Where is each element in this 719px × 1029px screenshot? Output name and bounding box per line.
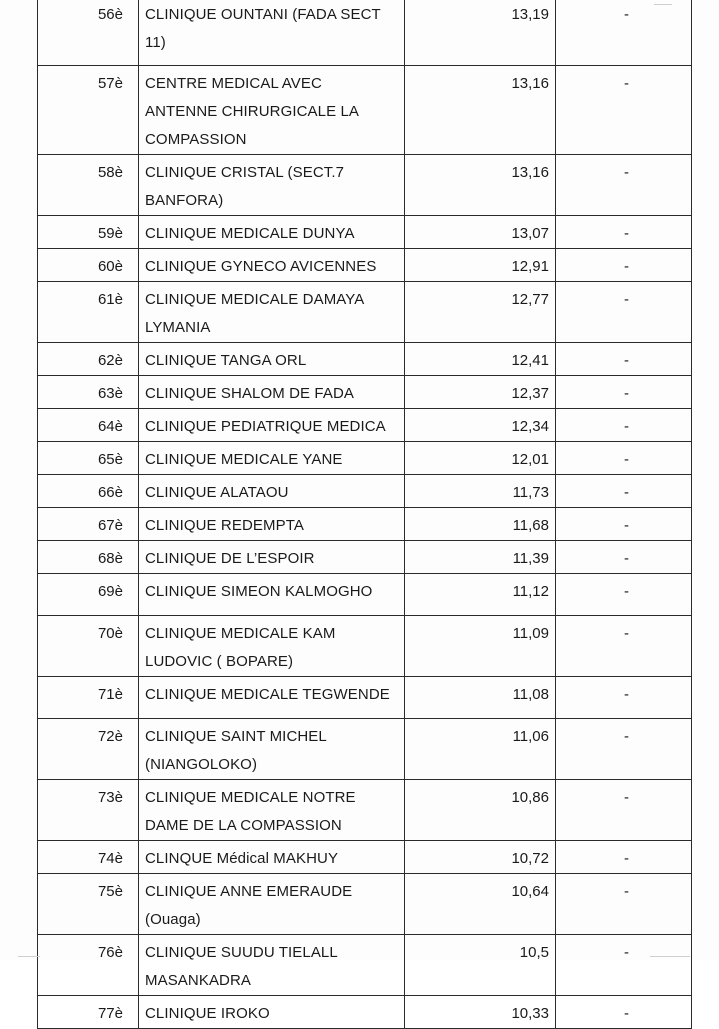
clinic-name-cell (139, 616, 405, 677)
clinic-name-cell (139, 475, 405, 508)
clinic-name-cell (139, 0, 405, 66)
clinic-name-line: CLINIQUE CRISTAL (SECT.7 (145, 164, 345, 181)
table-row (38, 935, 692, 996)
extra-cell: - (556, 508, 692, 541)
rank-cell: 73è (38, 780, 139, 841)
score-cell: 10,72 (405, 841, 556, 874)
clinic-name-cell (139, 249, 405, 282)
rank-cell: 70è (38, 616, 139, 677)
score-cell: 12,01 (405, 442, 556, 475)
rank-cell: 63è (38, 376, 139, 409)
table-row (38, 719, 692, 780)
table-row (38, 574, 692, 616)
extra-cell: - (556, 66, 692, 155)
score-cell: 13,19 (405, 0, 556, 66)
page-edge-mark-top-right (654, 4, 672, 5)
rank-cell: 65è (38, 442, 139, 475)
extra-cell: - (556, 574, 692, 616)
clinic-name-line: BANFORA) (145, 192, 224, 209)
table-row (38, 442, 692, 475)
clinic-name-line: (Ouaga) (145, 911, 201, 928)
table-row (38, 841, 692, 874)
clinic-name-line: CLINIQUE GYNECO AVICENNES (145, 258, 377, 275)
clinic-name-line: CLINIQUE REDEMPTA (145, 517, 304, 534)
clinic-name-cell (139, 677, 405, 719)
clinic-name-line: CLINIQUE MEDICALE DAMAYA (145, 291, 365, 308)
rank-cell: 67è (38, 508, 139, 541)
extra-cell: - (556, 376, 692, 409)
table-row (38, 874, 692, 935)
clinic-name-line: CLINIQUE SIMEON KALMOGHO (145, 583, 373, 600)
table-row (38, 249, 692, 282)
clinic-name-cell (139, 343, 405, 376)
score-cell: 11,73 (405, 475, 556, 508)
rank-cell: 61è (38, 282, 139, 343)
clinic-name-cell (139, 376, 405, 409)
clinic-name-cell (139, 442, 405, 475)
clinic-name-line: ANTENNE CHIRURGICALE LA (145, 103, 360, 120)
score-cell: 12,34 (405, 409, 556, 442)
clinic-name-cell (139, 155, 405, 216)
clinic-name-line: CENTRE MEDICAL AVEC (145, 75, 322, 92)
table-row (38, 409, 692, 442)
table-row (38, 780, 692, 841)
page-edge-mark-left (18, 956, 40, 957)
table-row (38, 155, 692, 216)
score-cell: 11,68 (405, 508, 556, 541)
clinic-name-line: CLINIQUE ANNE EMERAUDE (145, 883, 353, 900)
extra-cell: - (556, 874, 692, 935)
rank-cell: 62è (38, 343, 139, 376)
table-row (38, 0, 692, 66)
table-row (38, 541, 692, 574)
clinic-ranking-table (37, 0, 692, 1029)
score-cell: 10,64 (405, 874, 556, 935)
rank-cell: 68è (38, 541, 139, 574)
clinic-name-line: CLINIQUE DE L’ESPOIR (145, 550, 315, 567)
score-cell: 12,91 (405, 249, 556, 282)
clinic-name-cell (139, 574, 405, 616)
clinic-name-line: LYMANIA (145, 319, 211, 336)
extra-cell: - (556, 0, 692, 66)
score-cell: 10,5 (405, 935, 556, 996)
clinic-name-line: DAME DE LA COMPASSION (145, 817, 342, 834)
rank-cell: 60è (38, 249, 139, 282)
clinic-name-line: CLINIQUE OUNTANI (FADA SECT (145, 6, 381, 23)
clinic-name-line: CLINIQUE SAINT MICHEL (145, 728, 327, 745)
clinic-name-line: CLINIQUE PEDIATRIQUE MEDICA (145, 418, 386, 435)
score-cell: 10,33 (405, 996, 556, 1029)
score-cell: 13,16 (405, 66, 556, 155)
score-cell: 11,06 (405, 719, 556, 780)
extra-cell: - (556, 475, 692, 508)
rank-cell: 76è (38, 935, 139, 996)
rank-cell: 77è (38, 996, 139, 1029)
clinic-name-line: CLINIQUE MEDICALE KAM (145, 625, 336, 642)
table-row (38, 343, 692, 376)
clinic-name-cell (139, 508, 405, 541)
score-cell: 11,12 (405, 574, 556, 616)
clinic-name-line: (NIANGOLOKO) (145, 756, 258, 773)
clinic-name-line: CLINIQUE TANGA ORL (145, 352, 307, 369)
extra-cell: - (556, 935, 692, 996)
score-cell: 11,09 (405, 616, 556, 677)
table-row (38, 616, 692, 677)
clinic-name-line: CLINIQUE MEDICALE YANE (145, 451, 343, 468)
clinic-name-cell (139, 996, 405, 1029)
clinic-name-line: COMPASSION (145, 131, 247, 148)
rank-cell: 71è (38, 677, 139, 719)
clinic-name-line: CLINIQUE MEDICALE TEGWENDE (145, 686, 390, 703)
rank-cell: 56è (38, 0, 139, 66)
extra-cell: - (556, 343, 692, 376)
rank-cell: 72è (38, 719, 139, 780)
extra-cell: - (556, 282, 692, 343)
extra-cell: - (556, 216, 692, 249)
clinic-name-cell (139, 541, 405, 574)
clinic-name-line: CLINIQUE ALATAOU (145, 484, 289, 501)
rank-cell: 58è (38, 155, 139, 216)
clinic-name-line: CLINIQUE MEDICALE DUNYA (145, 225, 355, 242)
rank-cell: 74è (38, 841, 139, 874)
score-cell: 11,08 (405, 677, 556, 719)
extra-cell: - (556, 541, 692, 574)
table-row (38, 475, 692, 508)
score-cell: 12,77 (405, 282, 556, 343)
extra-cell: - (556, 249, 692, 282)
extra-cell: - (556, 616, 692, 677)
clinic-name-cell (139, 841, 405, 874)
table-row (38, 996, 692, 1029)
clinic-name-line: CLINIQUE SUUDU TIELALL (145, 944, 338, 961)
extra-cell: - (556, 409, 692, 442)
clinic-name-cell (139, 719, 405, 780)
clinic-name-cell (139, 935, 405, 996)
clinic-name-line: CLINIQUE SHALOM DE FADA (145, 385, 355, 402)
clinic-name-line: 11) (145, 34, 166, 51)
clinic-name-cell (139, 780, 405, 841)
clinic-name-line: CLINIQUE MEDICALE NOTRE (145, 789, 356, 806)
score-cell: 13,07 (405, 216, 556, 249)
clinic-name-cell (139, 874, 405, 935)
table-row (38, 508, 692, 541)
clinic-name-line: CLINQUE Médical MAKHUY (145, 850, 339, 867)
table-row (38, 216, 692, 249)
rank-cell: 59è (38, 216, 139, 249)
table-row (38, 282, 692, 343)
table-row (38, 66, 692, 155)
rank-cell: 75è (38, 874, 139, 935)
extra-cell: - (556, 442, 692, 475)
clinic-name-cell (139, 66, 405, 155)
table-row (38, 677, 692, 719)
clinic-name-line: CLINIQUE IROKO (145, 1005, 270, 1022)
clinic-name-line: MASANKADRA (145, 972, 252, 989)
table-body (38, 0, 692, 1029)
score-cell: 12,41 (405, 343, 556, 376)
table-row (38, 376, 692, 409)
clinic-name-line: LUDOVIC ( BOPARE) (145, 653, 294, 670)
score-cell: 10,86 (405, 780, 556, 841)
extra-cell: - (556, 996, 692, 1029)
extra-cell: - (556, 841, 692, 874)
rank-cell: 64è (38, 409, 139, 442)
rank-cell: 69è (38, 574, 139, 616)
score-cell: 13,16 (405, 155, 556, 216)
page-edge-mark-right (650, 956, 690, 957)
extra-cell: - (556, 780, 692, 841)
clinic-name-cell (139, 216, 405, 249)
rank-cell: 57è (38, 66, 139, 155)
extra-cell: - (556, 155, 692, 216)
score-cell: 11,39 (405, 541, 556, 574)
clinic-name-cell (139, 409, 405, 442)
rank-cell: 66è (38, 475, 139, 508)
clinic-name-cell (139, 282, 405, 343)
extra-cell: - (556, 677, 692, 719)
extra-cell: - (556, 719, 692, 780)
score-cell: 12,37 (405, 376, 556, 409)
